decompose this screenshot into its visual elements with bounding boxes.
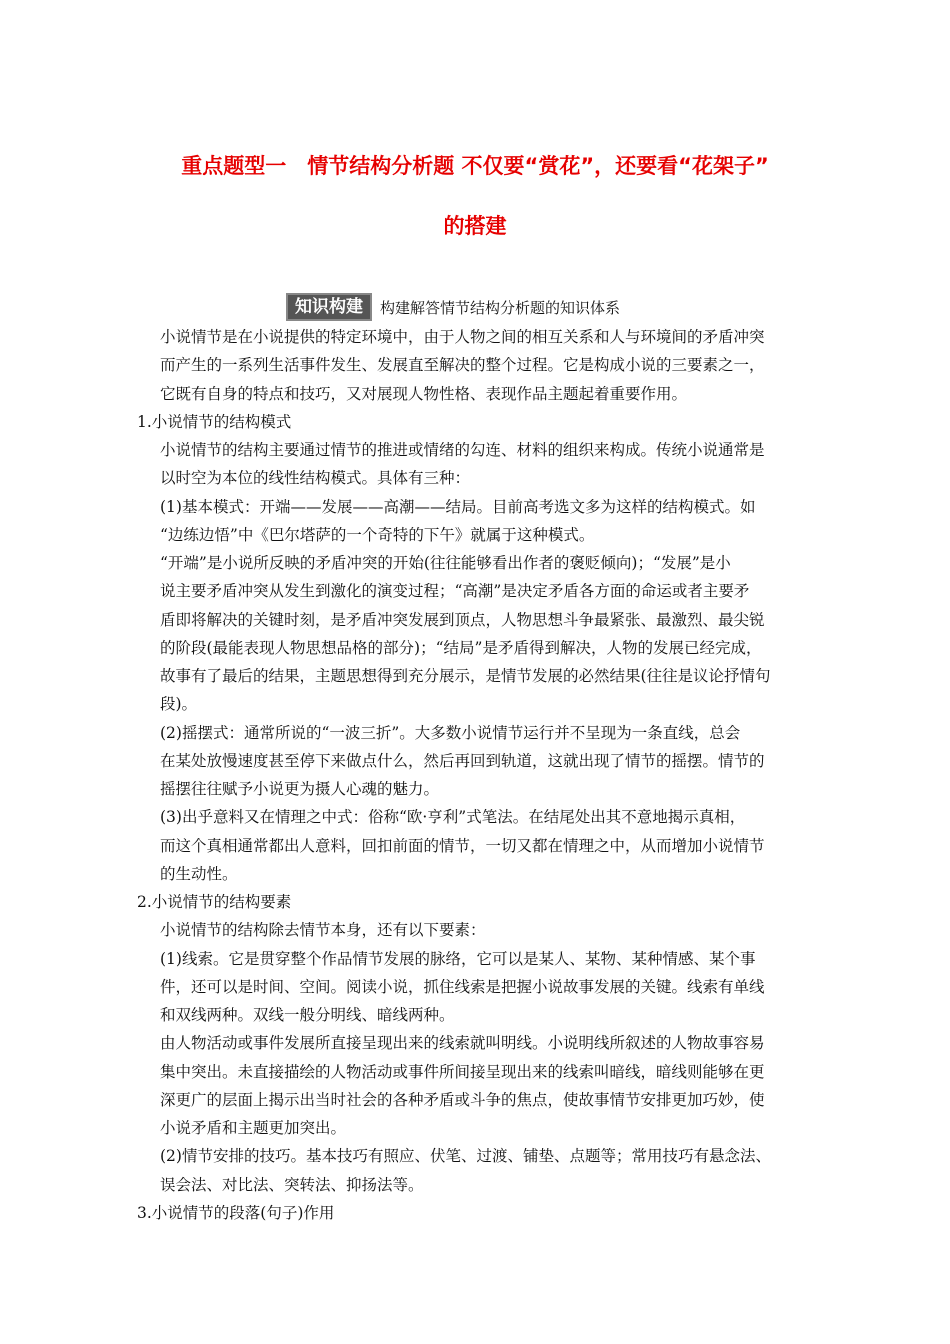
knowledge-subtitle: 构建解答情节结构分析题的知识体系 bbox=[380, 298, 621, 317]
paragraph-line: (3)出乎意料又在情理之中式：俗称“欧·亨利”式笔法。在结尾处出其不意地揭示真相， bbox=[160, 808, 746, 827]
paragraph-line: 小说情节的结构主要通过情节的推进或情绪的勾连、材料的组织来构成。传统小说通常是 bbox=[160, 441, 765, 459]
paragraph-line: (1)线索。它是贯穿整个作品情节发展的脉络，它可以是某人、某物、某种情感、某个事 bbox=[160, 949, 756, 968]
paragraph-line: 的阶段(最能表现人物思想品格的部分)；“结局”是矛盾得到解决，人物的发展已经完成， bbox=[160, 638, 762, 657]
paragraph-line: 故事有了最后的结果，主题思想得到充分展示，是情节发展的必然结果(往往是议论抒情句 bbox=[160, 667, 771, 685]
paragraph-line: 和双线两种。双线一般分明线、暗线两种。 bbox=[160, 1006, 455, 1024]
paragraph-line: 集中突出。未直接描绘的人物活动或事件所间接呈现出来的线索叫暗线，暗线则能够在更 bbox=[160, 1062, 765, 1081]
section-heading: 2.小说情节的结构要素 bbox=[137, 893, 292, 911]
paragraph-line: 以时空为本位的线性结构模式。具体有三种： bbox=[160, 469, 471, 488]
paragraph-line: 在某处放慢速度甚至停下来做点什么，然后再回到轨道，这就出现了情节的摇摆。情节的 bbox=[160, 751, 765, 770]
paragraph-line: 小说情节是在小说提供的特定环境中，由于人物之间的相互关系和人与环境间的矛盾冲突 bbox=[160, 328, 765, 346]
paragraph-line: 而产生的一系列生活事件发生、发展直至解决的整个过程。它是构成小说的三要素之一， bbox=[160, 356, 765, 375]
title-line-1: 重点题型一 情节结构分析题 不仅要“赏花”，还要看“花架子” bbox=[181, 154, 769, 178]
paragraph-line: 说主要矛盾冲突从发生到激化的演变过程；“高潮”是决定矛盾各方面的命运或者主要矛 bbox=[160, 582, 750, 601]
paragraph-line: (2)情节安排的技巧。基本技巧有照应、伏笔、过渡、铺垫、点题等；常用技巧有悬念法、 bbox=[160, 1147, 771, 1166]
paragraph-line: 件，还可以是时间、空间。阅读小说，抓住线索是把握小说故事发展的关键。线索有单线 bbox=[160, 977, 765, 996]
paragraph-line: 由人物活动或事件发展所直接呈现出来的线索就叫明线。小说明线所叙述的人物故事容易 bbox=[160, 1034, 765, 1053]
paragraph-line: 而这个真相通常都出人意料，回扣前面的情节，一切又都在情理之中，从而增加小说情节 bbox=[160, 836, 765, 855]
paragraph-line: (2)摇摆式：通常所说的“一波三折”。大多数小说情节运行并不呈现为一条直线，总会 bbox=[160, 723, 741, 742]
paragraph-line: 深更广的层面上揭示出当时社会的各种矛盾或斗争的焦点，使故事情节安排更加巧妙，使 bbox=[160, 1090, 765, 1109]
paragraph-line: 段)。 bbox=[160, 695, 198, 714]
paragraph-line: (1)基本模式：开端——发展——高潮——结局。目前高考选文多为这样的结构模式。如 bbox=[160, 497, 756, 516]
paragraph-line: “开端”是小说所反映的矛盾冲突的开始(往往能够看出作者的褒贬倾向)；“发展”是小 bbox=[160, 554, 731, 572]
knowledge-header bbox=[286, 293, 620, 321]
paragraph-line: 摇摆往往赋予小说更为摄人心魂的魅力。 bbox=[160, 780, 440, 798]
paragraph-line: 它既有自身的特点和技巧，又对展现人物性格、表现作品主题起着重要作用。 bbox=[160, 384, 688, 403]
paragraph-line: 盾即将解决的关键时刻，是矛盾冲突发展到顶点，人物思想斗争最紧张、最激烈、最尖锐 bbox=[160, 610, 765, 629]
title-line-2: 的搭建 bbox=[443, 214, 507, 238]
section-heading: 1.小说情节的结构模式 bbox=[137, 412, 292, 431]
section-heading: 3.小说情节的段落(句子)作用 bbox=[137, 1203, 335, 1222]
paragraph-line: “边练边悟”中《巴尔塔萨的一个奇特的下午》就属于这种模式。 bbox=[160, 525, 595, 544]
paragraph-line: 误会法、对比法、突转法、抑扬法等。 bbox=[160, 1175, 424, 1194]
knowledge-badge: 知识构建 bbox=[286, 293, 372, 321]
paragraph-line: 小说情节的结构除去情节本身，还有以下要素： bbox=[160, 921, 486, 940]
paragraph-line: 的生动性。 bbox=[160, 864, 238, 883]
paragraph-line: 小说矛盾和主题更加突出。 bbox=[160, 1119, 347, 1137]
